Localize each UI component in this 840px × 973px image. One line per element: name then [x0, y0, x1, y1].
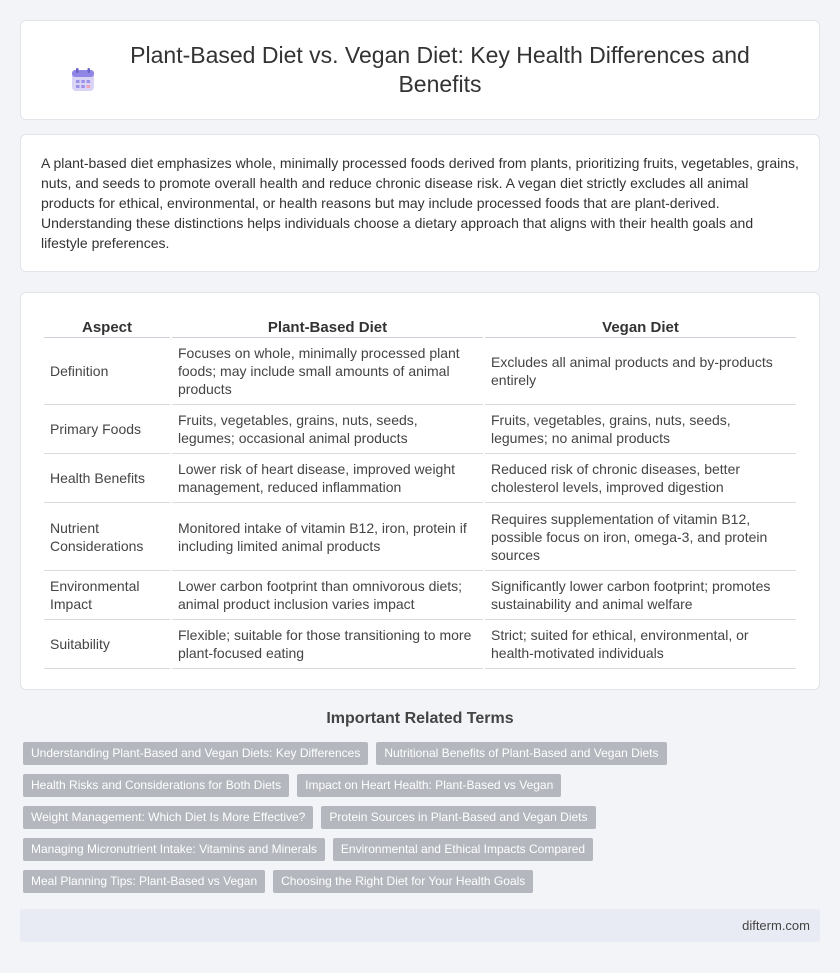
comparison-table-card [20, 292, 820, 690]
footer-site-name[interactable]: difterm.com [742, 918, 810, 933]
term-row [23, 806, 783, 829]
title-wrap [70, 41, 770, 99]
row-vegan: Significantly lower carbon footprint; promotes sustainability and animal welfare [485, 571, 796, 620]
intro-card [20, 134, 820, 272]
term-row [23, 774, 783, 797]
header-vegan: Vegan Diet [485, 313, 796, 338]
row-plant-based: Lower risk of heart disease, improved weight management, reduced inflammation [172, 454, 483, 503]
footer [20, 909, 820, 942]
table-row [44, 454, 796, 503]
table-row [44, 571, 796, 620]
table-row [44, 405, 796, 454]
calendar-icon [70, 67, 96, 93]
comparison-table [42, 313, 798, 669]
term-row [23, 838, 783, 861]
row-aspect: Health Benefits [44, 454, 170, 503]
table-header-row [44, 313, 796, 338]
row-vegan: Requires supplementation of vitamin B12, possible focus on iron, omega-3, and protein sources [485, 503, 796, 571]
related-terms-heading: Important Related Terms [326, 710, 514, 727]
table-row [44, 620, 796, 669]
row-plant-based: Lower carbon footprint than omnivorous diets; animal product inclusion varies impact [172, 571, 483, 620]
row-plant-based: Flexible; suitable for those transitioning to more plant-focused eating [172, 620, 483, 669]
row-aspect: Environmental Impact [44, 571, 170, 620]
row-aspect: Suitability [44, 620, 170, 669]
row-plant-based: Fruits, vegetables, grains, nuts, seeds, legumes; occasional animal products [172, 405, 483, 454]
header-plant-based: Plant-Based Diet [172, 313, 483, 338]
row-plant-based: Monitored intake of vitamin B12, iron, protein if including limited animal products [172, 503, 483, 571]
row-vegan: Fruits, vegetables, grains, nuts, seeds, legumes; no animal products [485, 405, 796, 454]
term-row [23, 742, 783, 765]
page-title: Plant-Based Diet vs. Vegan Diet: Key Health Differences and Benefits [130, 42, 750, 97]
related-term-link[interactable]: Protein Sources in Plant-Based and Vegan Diets [321, 806, 595, 829]
row-vegan: Reduced risk of chronic diseases, better cholesterol levels, improved digestion [485, 454, 796, 503]
related-term-link[interactable]: Nutritional Benefits of Plant-Based and Vegan Diets [376, 742, 666, 765]
row-aspect: Nutrient Considerations [44, 503, 170, 571]
related-term-link[interactable]: Impact on Heart Health: Plant-Based vs Vegan [297, 774, 561, 797]
related-term-link[interactable]: Health Risks and Considerations for Both Diets [23, 774, 289, 797]
related-terms-list [23, 742, 783, 902]
related-term-link[interactable]: Meal Planning Tips: Plant-Based vs Vegan [23, 870, 265, 893]
table-row [44, 338, 796, 405]
row-vegan: Strict; suited for ethical, environmental, or health-motivated individuals [485, 620, 796, 669]
table-row [44, 503, 796, 571]
related-term-link[interactable]: Weight Management: Which Diet Is More Effective? [23, 806, 313, 829]
term-row [23, 870, 783, 893]
related-term-link[interactable]: Managing Micronutrient Intake: Vitamins and Minerals [23, 838, 325, 861]
row-aspect: Definition [44, 338, 170, 405]
row-plant-based: Focuses on whole, minimally processed plant foods; may include small amounts of animal products [172, 338, 483, 405]
related-term-link[interactable]: Understanding Plant-Based and Vegan Diets: Key Differences [23, 742, 368, 765]
row-aspect: Primary Foods [44, 405, 170, 454]
related-term-link[interactable]: Environmental and Ethical Impacts Compared [333, 838, 593, 861]
row-vegan: Excludes all animal products and by-products entirely [485, 338, 796, 405]
title-card [20, 20, 820, 120]
header-aspect: Aspect [44, 313, 170, 338]
intro-paragraph: A plant-based diet emphasizes whole, minimally processed foods derived from plants, prioritizing fruits, vegetables, grains, nuts, and seeds to promote overall health and reduce chronic disease risk. A vegan diet strictly excludes all animal products for ethical, environmental, or health reasons but may include processed foods that are plant-derived. Understanding these distinctions helps individuals choose a dietary approach that aligns with their health goals and lifestyle preferences. [41, 155, 799, 251]
related-term-link[interactable]: Choosing the Right Diet for Your Health Goals [273, 870, 533, 893]
